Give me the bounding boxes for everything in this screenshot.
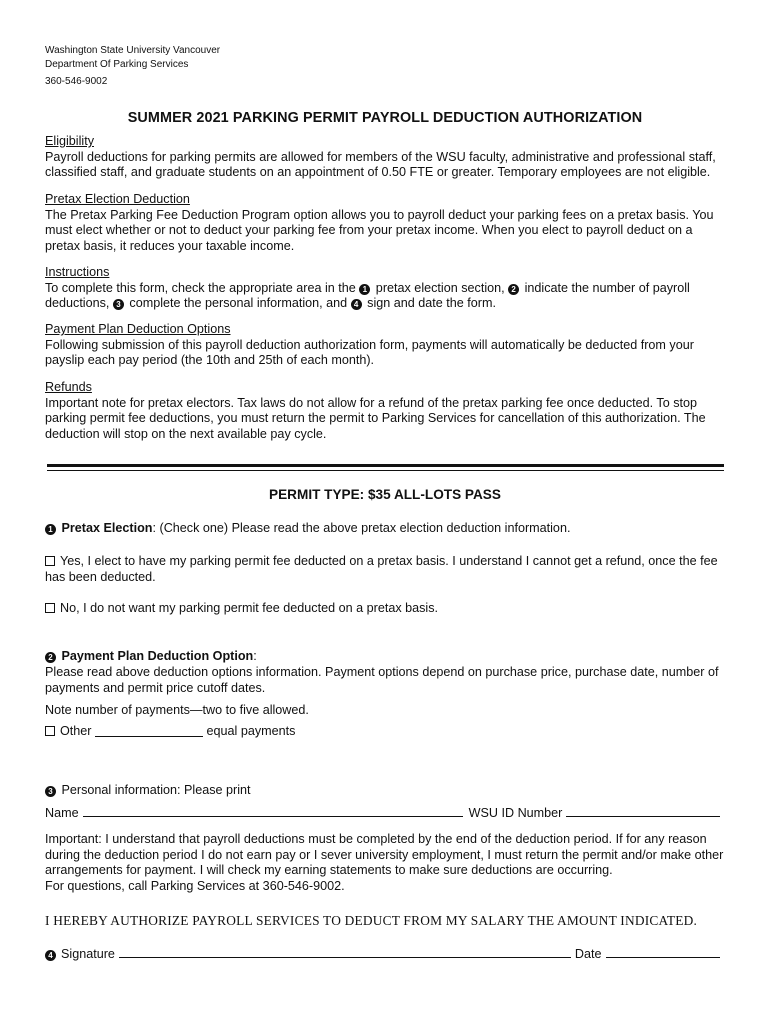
signature-row — [45, 945, 720, 963]
payment-plan-heading: Payment Plan Deduction Options — [45, 322, 231, 336]
eligibility-text: Payroll deductions for parking permits are allowed for members of the WSU faculty, administrative and professional staff, classified staff, and graduate students on an appointment of 0.50 FTE or greater. Temporary employees are not eligible. — [45, 149, 716, 179]
instructions-text-part: sign and date the form. — [363, 296, 496, 310]
refunds-section — [45, 380, 727, 442]
divider-thick — [47, 464, 724, 467]
instructions-text-part: pretax election section, — [372, 280, 509, 295]
signature-label: Signature — [61, 947, 115, 961]
form-title: SUMMER 2021 PARKING PERMIT PAYROLL DEDUCTION AUTHORIZATION — [127, 110, 643, 126]
important-text: Important: I understand that payroll deductions must be completed by the end of the deduction period. If for any reason during the deduction period I do not earn pay or I sever university employment, I must return the permit and/or make other arrangements for payment. I will check my earning statements to make sure deductions are occurring. — [45, 832, 724, 877]
questions-text: For questions, call Parking Services at 360-546-9002. — [45, 878, 345, 893]
payment-option-line — [45, 649, 727, 665]
payment-plan-text: Following submission of this payroll deduction authorization form, payments will automatically be deducted from your payslip each pay period (the 10th and 25th of each month). — [45, 337, 694, 367]
pretax-yes-checkbox[interactable] — [45, 556, 55, 566]
authorization-statement: I HEREBY AUTHORIZE PAYROLL SERVICES TO DEDUCT FROM MY SALARY THE AMOUNT INDICATED. — [45, 913, 698, 928]
equal-payments-label: equal payments — [206, 724, 296, 738]
step-2-badge: 2 — [45, 652, 56, 663]
other-payments-checkbox[interactable] — [45, 726, 55, 736]
refunds-text: Important note for pretax electors. Tax laws do not allow for a refund of the pretax parking fee once deducted. To stop parking permit fee deductions, you must return the permit to Parking Services for cancellation of this authorization. The deduction will stop on the next available pay cycle. — [45, 395, 706, 441]
instructions-text-part: complete the personal information, and — [125, 296, 351, 310]
other-label: Other — [60, 724, 92, 738]
payments-note: Note number of payments—two to five allowed. — [45, 703, 309, 717]
divider-thin — [47, 470, 724, 471]
eligibility-section — [45, 134, 727, 181]
header-block — [45, 44, 220, 89]
payment-option-colon: : — [253, 649, 257, 663]
step-3-badge: 3 — [113, 299, 124, 310]
wsu-id-field[interactable] — [566, 804, 720, 817]
payment-plan-section — [45, 322, 727, 369]
important-block — [45, 832, 727, 894]
name-id-row — [45, 804, 720, 822]
pretax-election-label: Pretax Election — [61, 521, 153, 535]
pretax-yes-option — [45, 554, 727, 585]
wsu-id-label: WSU ID Number — [468, 806, 563, 820]
pretax-heading: Pretax Election Deduction — [45, 192, 190, 206]
pretax-no-checkbox[interactable] — [45, 603, 55, 613]
instructions-text-part: indicate the number of payroll deductions, — [45, 280, 690, 310]
pretax-no-label: No, I do not want my parking permit fee deducted on a pretax basis. — [60, 601, 439, 615]
step-1-badge: 1 — [359, 284, 370, 295]
pretax-yes-label: Yes, I elect to have my parking permit fee deducted on a pretax basis. I understand I cannot get a refund, once the fee has been deducted. — [45, 554, 718, 584]
instructions-text — [45, 281, 727, 312]
name-label: Name — [45, 806, 79, 820]
pretax-section — [45, 192, 727, 254]
step-2-badge: 2 — [508, 284, 519, 295]
signature-field[interactable] — [119, 945, 571, 958]
instructions-text-part: To complete this form, check the appropriate area in the — [45, 280, 360, 295]
step-4-badge: 4 — [351, 299, 362, 310]
instructions-section — [45, 265, 727, 312]
payment-option-text-block — [45, 665, 727, 696]
pretax-text: The Pretax Parking Fee Deduction Program option allows you to payroll deduct your parking fees on a pretax basis. You must elect whether or not to deduct your parking fee from your pretax income. When you elect to payroll deduct on a pretax basis, it reduces your taxable income. — [45, 207, 714, 253]
step-1-badge: 1 — [45, 524, 56, 535]
eligibility-heading: Eligibility — [45, 134, 94, 148]
date-field[interactable] — [606, 945, 720, 958]
instructions-heading: Instructions — [45, 265, 110, 279]
refunds-heading: Refunds — [45, 380, 92, 394]
payment-option-label: Payment Plan Deduction Option — [61, 649, 254, 663]
personal-info-label: Personal information: Please print — [61, 783, 251, 797]
other-payments-line — [45, 724, 727, 740]
permit-type-heading: PERMIT TYPE: $35 ALL-LOTS PASS — [269, 487, 501, 502]
number-of-payments-field[interactable] — [95, 724, 203, 737]
department-name: Department Of Parking Services — [45, 59, 189, 70]
name-field[interactable] — [83, 804, 463, 817]
pretax-election-instruction: : (Check one) Please read the above pretax election deduction information. — [152, 521, 571, 535]
personal-info-line — [45, 783, 727, 799]
step-3-badge: 3 — [45, 786, 56, 797]
org-name: Washington State University Vancouver — [45, 45, 221, 56]
header-phone: 360-546-9002 — [45, 76, 108, 87]
pretax-election-line — [45, 521, 727, 537]
date-label: Date — [574, 947, 602, 961]
step-4-badge: 4 — [45, 950, 56, 961]
payment-option-text: Please read above deduction options information. Payment options depend on purchase price, purchase date, number of payments and permit price cutoff dates. — [45, 665, 719, 695]
pretax-no-option — [45, 601, 727, 617]
